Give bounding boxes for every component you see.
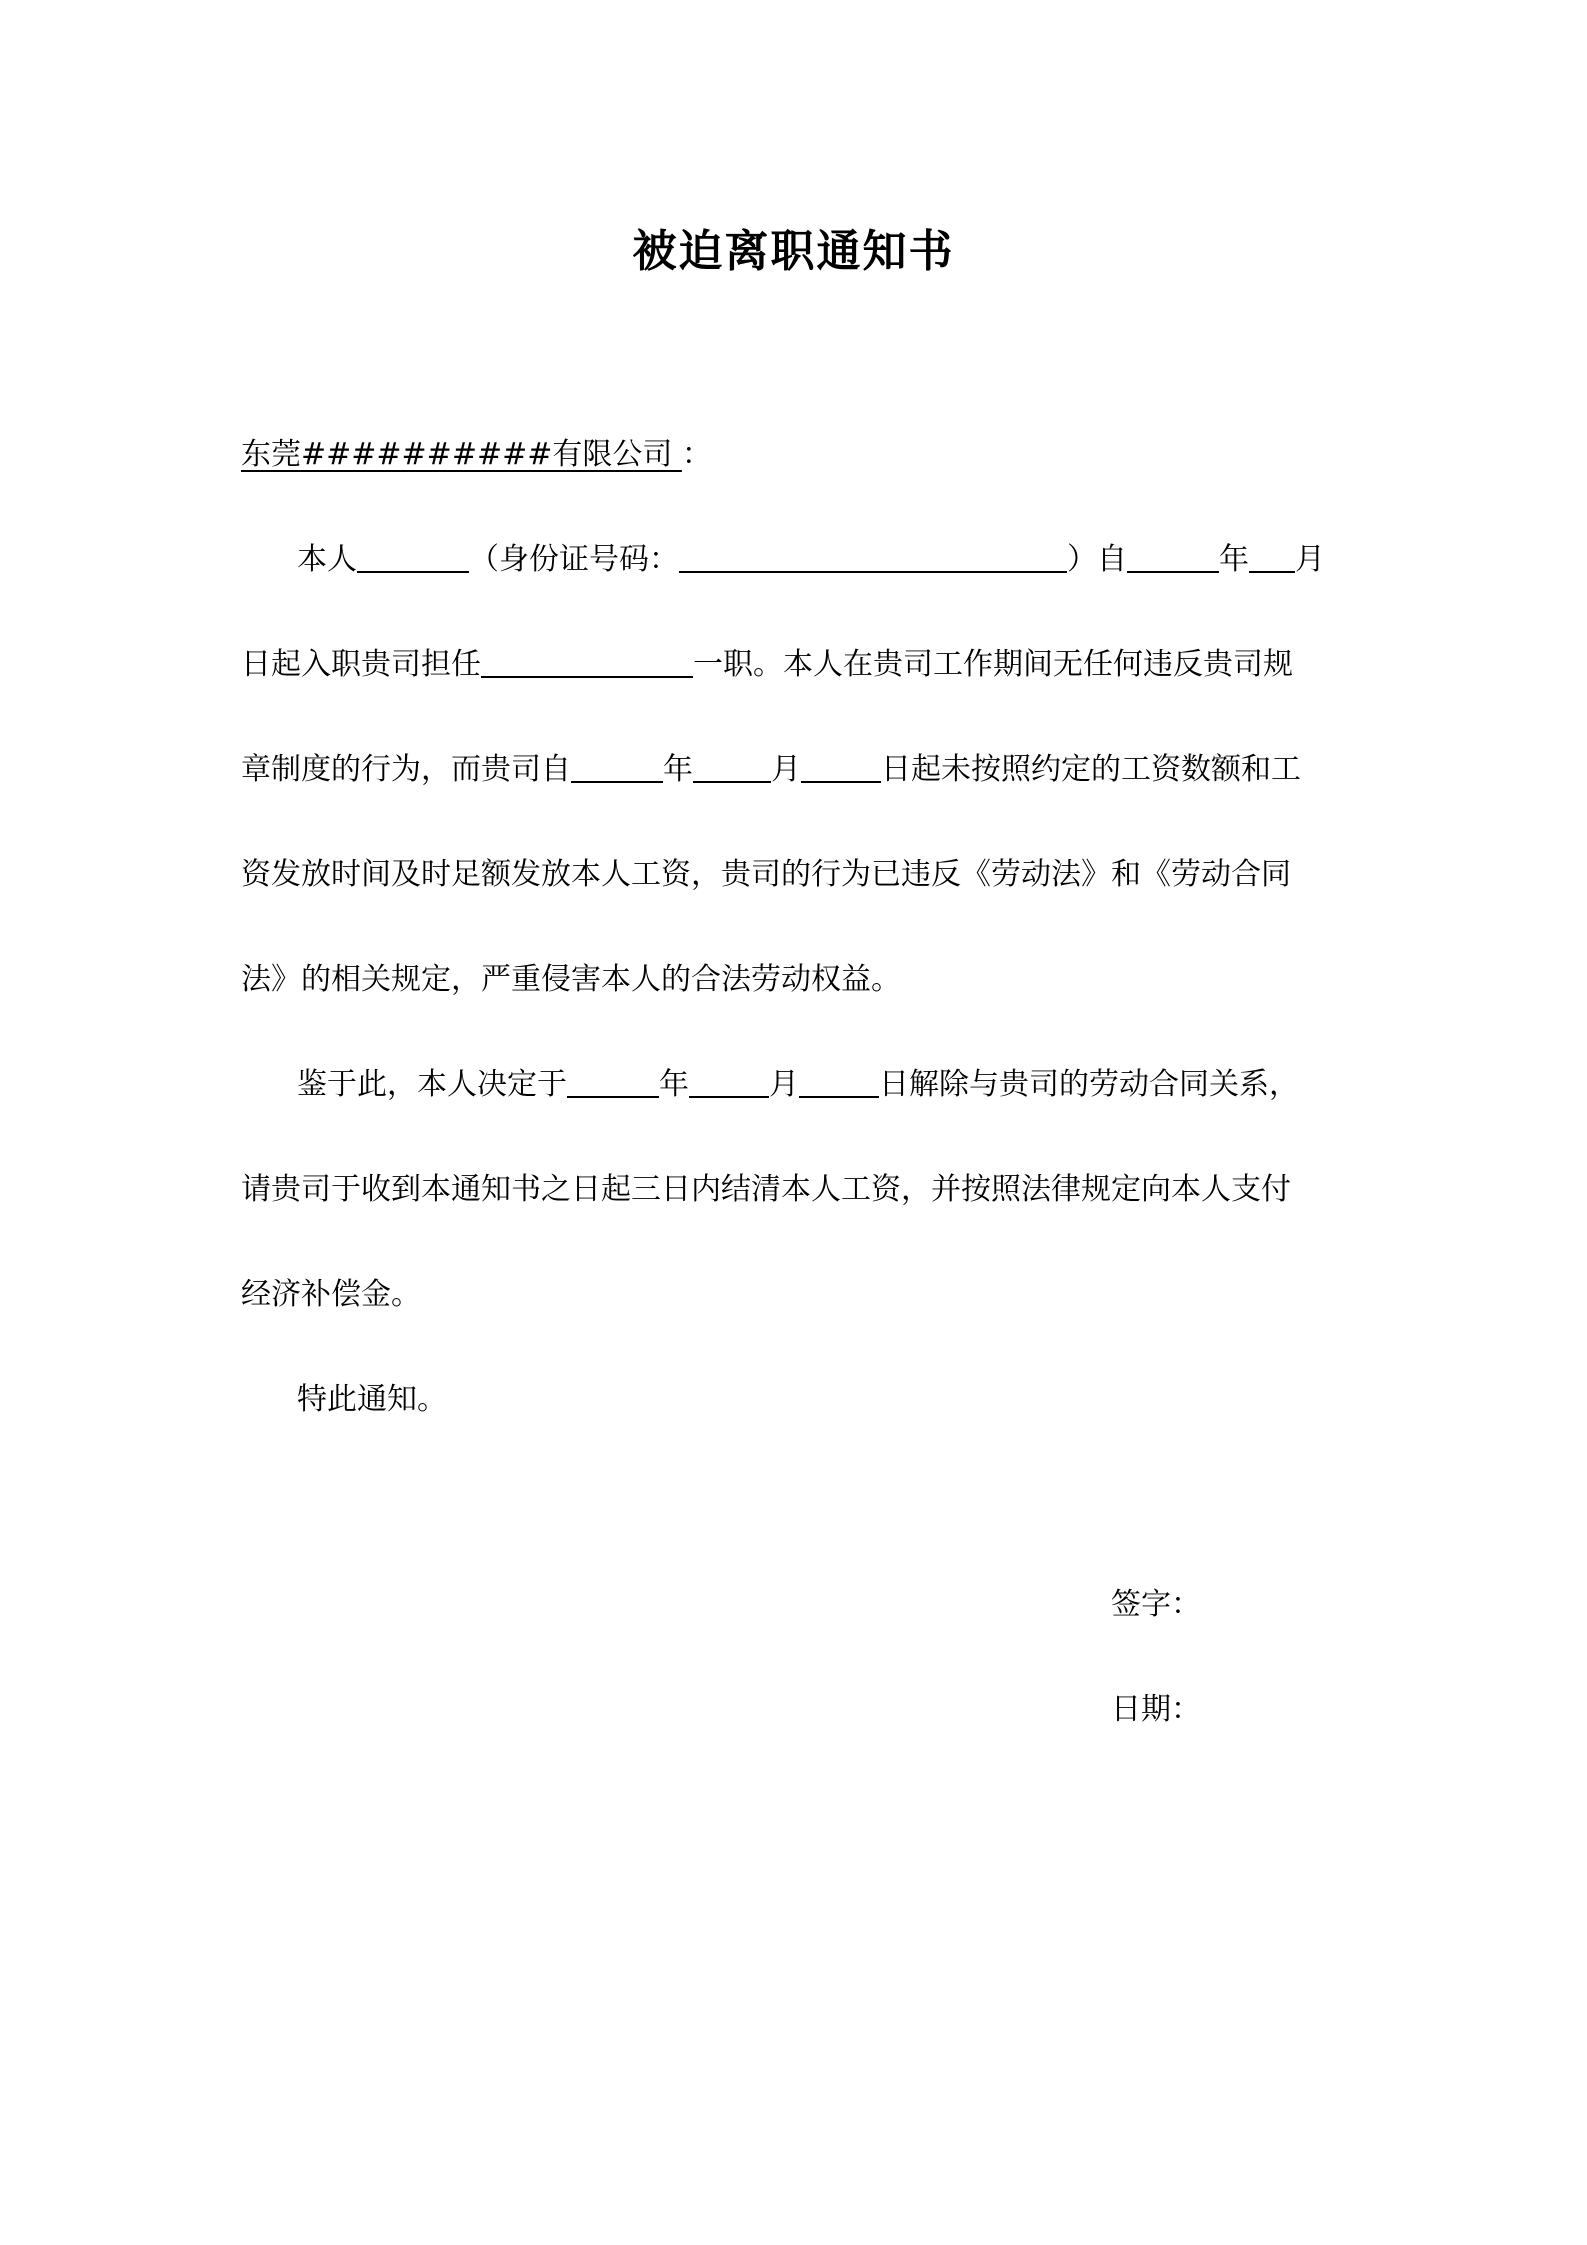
text-segment: 日解除与贵司的劳动合同关系， bbox=[879, 1067, 1299, 1102]
text-segment: 月 bbox=[769, 1067, 799, 1102]
text-segment: 月 bbox=[1295, 542, 1325, 577]
paragraph-2-line-3: 经济补偿金。 bbox=[241, 1277, 421, 1312]
day-blank bbox=[799, 1066, 879, 1098]
paragraph-2-line-1 bbox=[297, 1065, 1412, 1105]
day-blank bbox=[801, 751, 881, 783]
text-segment: 鉴于此，本人决定于 bbox=[297, 1067, 567, 1102]
text-segment: 日起入职贵司担任 bbox=[241, 647, 481, 682]
closing-line: 特此通知。 bbox=[297, 1382, 447, 1417]
name-blank bbox=[357, 541, 469, 573]
month-blank bbox=[693, 751, 771, 783]
text-segment: ）自 bbox=[1067, 542, 1127, 577]
id-number-blank bbox=[679, 541, 1067, 573]
paragraph-2-line-2: 请贵司于收到本通知书之日起三日内结清本人工资，并按照法律规定向本人支付 bbox=[241, 1172, 1291, 1207]
paragraph-1-line-3 bbox=[241, 750, 1356, 790]
paragraph-1-line-5: 法》的相关规定，严重侵害本人的合法劳动权益。 bbox=[241, 962, 901, 997]
month-blank bbox=[1249, 541, 1295, 573]
position-blank bbox=[481, 646, 693, 678]
month-blank bbox=[689, 1066, 769, 1098]
text-segment: 月 bbox=[771, 752, 801, 787]
text-segment: 日起未按照约定的工资数额和工 bbox=[881, 752, 1301, 787]
document-title: 被迫离职通知书 bbox=[632, 226, 955, 277]
date-label: 日期： bbox=[1111, 1692, 1201, 1727]
text-segment: 年 bbox=[663, 752, 693, 787]
addressee-company: 东莞##########有限公司 bbox=[241, 437, 682, 472]
addressee-line bbox=[241, 435, 1356, 475]
paragraph-1-line-2 bbox=[241, 645, 1356, 685]
year-blank bbox=[1127, 541, 1219, 573]
paragraph-1-line-1 bbox=[297, 540, 1412, 580]
text-segment: （身份证号码： bbox=[469, 542, 679, 577]
text-segment: 年 bbox=[1219, 542, 1249, 577]
year-blank bbox=[567, 1066, 659, 1098]
text-segment: 章制度的行为，而贵司自 bbox=[241, 752, 571, 787]
year-blank bbox=[571, 751, 663, 783]
signature-label: 签字： bbox=[1111, 1587, 1201, 1622]
text-segment: 一职。本人在贵司工作期间无任何违反贵司规 bbox=[693, 647, 1293, 682]
text-segment: 年 bbox=[659, 1067, 689, 1102]
text-segment: 本人 bbox=[297, 542, 357, 577]
addressee-colon: ： bbox=[681, 437, 712, 472]
paragraph-1-line-4: 资发放时间及时足额发放本人工资，贵司的行为已违反《劳动法》和《劳动合同 bbox=[241, 857, 1291, 892]
